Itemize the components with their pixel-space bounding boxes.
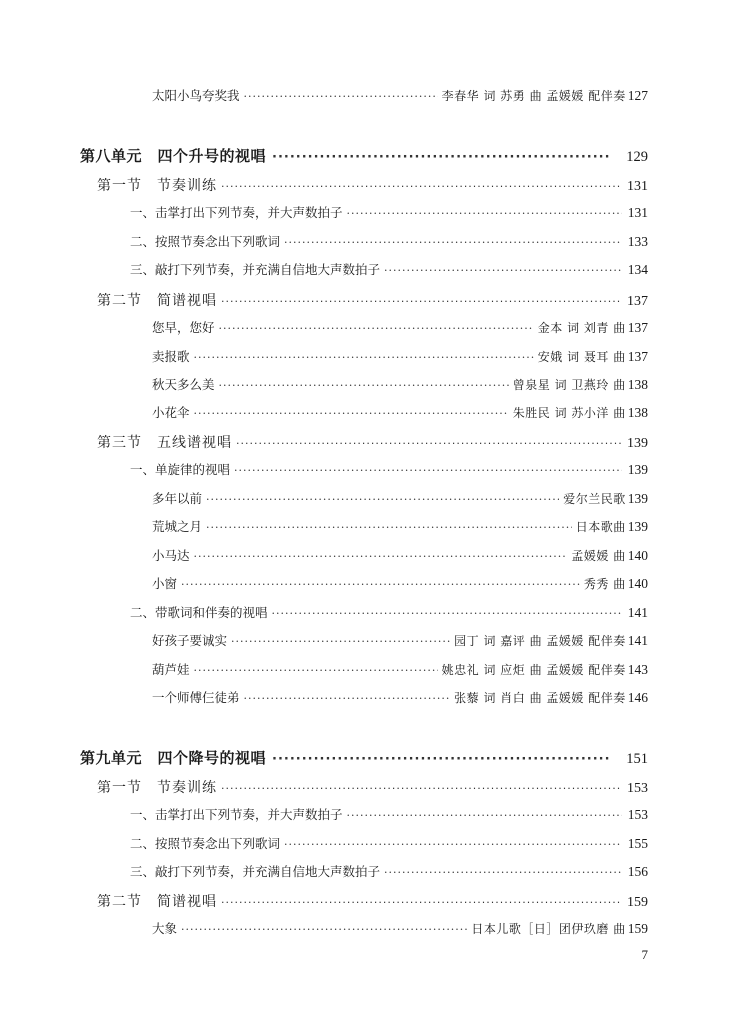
toc-entry-sub — [130, 805, 648, 823]
toc-entry-title: 第一节 节奏训练 — [97, 178, 217, 194]
toc-entry-title: 太阳小鸟夸奖我 — [152, 88, 240, 103]
toc-entry-page: 131 — [627, 205, 648, 220]
dot-leader — [219, 379, 509, 392]
toc-entry-song — [152, 318, 648, 336]
toc-entry-song — [152, 489, 648, 507]
toc-entry-credit: 孟媛媛 曲 — [571, 549, 626, 563]
toc-entry-page: 137 — [627, 294, 648, 309]
toc-entry-unit — [80, 145, 648, 166]
dot-leader — [272, 607, 622, 620]
toc-entry-title: 荒城之月 — [152, 519, 203, 534]
toc-entry-title: 一、击掌打出下列节奏，并大声数拍子 — [130, 205, 343, 220]
toc-entry-title: 第三节 五线谱视唱 — [97, 435, 232, 451]
toc-entry-title: 葫芦娃 — [152, 662, 190, 677]
toc-entry-page: 140 — [627, 548, 648, 563]
toc-entry-title: 一、击掌打出下列节奏，并大声数拍子 — [130, 807, 343, 822]
toc-entry-page: 159 — [627, 921, 648, 936]
toc-entry-page: 133 — [627, 234, 648, 249]
dot-leader — [284, 838, 622, 851]
toc-entry-song — [152, 517, 648, 535]
toc-entry-song — [152, 546, 648, 564]
dot-leader — [219, 322, 534, 335]
toc-entry-page: 139 — [627, 462, 648, 477]
toc-entry-page: 141 — [627, 633, 648, 648]
dot-leader — [221, 295, 621, 308]
toc-entry-credit: 日本歌曲 — [575, 520, 626, 534]
dot-leader — [284, 236, 622, 249]
toc-entry-title: 大象 — [152, 921, 178, 936]
dot-leader — [244, 692, 451, 705]
toc-entry-section — [97, 777, 648, 797]
toc-entry-sub — [130, 834, 648, 852]
toc-entry-page: 137 — [627, 320, 648, 335]
toc-entry-credit: 张藜 词 肖白 曲 孟媛媛 配伴奏 — [454, 691, 626, 705]
toc-entry-section — [97, 290, 648, 310]
toc-entry-title: 第一节 节奏训练 — [97, 780, 217, 796]
toc-entry-title: 秋天多么美 — [152, 377, 215, 392]
dot-leader — [244, 90, 438, 103]
toc-entry-credit: 爱尔兰民歌 — [563, 492, 626, 506]
toc-entry-page: 138 — [627, 377, 648, 392]
toc-entry-page: 137 — [627, 349, 648, 364]
toc-entry-section — [97, 432, 648, 452]
toc-entry-page: 143 — [627, 662, 648, 677]
dot-leader — [221, 180, 621, 193]
toc-entry-title: 小花伞 — [152, 405, 190, 420]
toc-entry-title: 卖报歌 — [152, 349, 190, 364]
dot-leader — [194, 550, 568, 563]
toc-entry-song — [152, 660, 648, 678]
toc-entry-title: 一、单旋律的视唱 — [130, 462, 231, 477]
toc-entry-song — [152, 403, 648, 421]
dot-leader — [231, 635, 450, 648]
toc-entry-page: 139 — [627, 519, 648, 534]
toc-entry-page: 156 — [627, 864, 648, 879]
toc-entry-song — [152, 631, 648, 649]
toc-entry-sub — [130, 862, 648, 880]
dot-leader — [194, 351, 534, 364]
dot-leader — [347, 809, 622, 822]
dot-leader — [206, 521, 572, 534]
toc-entry-page: 127 — [627, 88, 648, 103]
toc-entry-title: 第八单元 四个升号的视唱 — [80, 147, 267, 165]
dot-leader — [234, 464, 622, 477]
toc-entry-title: 小马达 — [152, 548, 190, 563]
toc-entry-title: 多年以前 — [152, 491, 203, 506]
toc-entry-title: 第二节 简谱视唱 — [97, 894, 217, 910]
toc-entry-sub — [130, 203, 648, 221]
dot-leader — [347, 207, 622, 220]
toc-entry-page: 140 — [627, 576, 648, 591]
toc-entry-page: 153 — [627, 807, 648, 822]
toc-entry-song — [152, 919, 648, 937]
toc-entry-unit — [80, 747, 648, 768]
toc-entry-title: 您早，您好 — [152, 320, 215, 335]
toc-entry-credit: 秀秀 曲 — [583, 577, 626, 591]
toc-entry-page: 138 — [627, 405, 648, 420]
toc-entry-title: 二、带歌词和伴奏的视唱 — [130, 605, 268, 620]
dot-leader — [384, 264, 622, 277]
toc-entry-song — [152, 574, 648, 592]
toc-entry-song — [152, 347, 648, 365]
toc-entry-title: 好孩子要诚实 — [152, 633, 228, 648]
toc-entry-credit: 安娥 词 聂耳 曲 — [537, 350, 626, 364]
dot-leader — [221, 896, 621, 909]
toc-entry-credit: 朱胜民 词 苏小洋 曲 — [512, 406, 626, 420]
dot-leader — [194, 407, 509, 420]
toc-entry-sub — [130, 460, 648, 478]
toc-entry-page: 134 — [627, 262, 648, 277]
toc-entry-sub — [130, 260, 648, 278]
toc-entry-page: 139 — [627, 436, 648, 451]
toc-entry-title: 二、按照节奏念出下列歌词 — [130, 234, 281, 249]
toc-entry-title: 三、敲打下列节奏，并充满自信地大声数拍子 — [130, 262, 381, 277]
dot-leader — [236, 437, 621, 450]
toc-entry-sub — [130, 603, 648, 621]
toc-entry-song — [152, 86, 648, 104]
dot-leader — [272, 150, 610, 165]
dot-leader — [221, 782, 621, 795]
dot-leader — [181, 578, 580, 591]
toc-entry-title: 小窗 — [152, 576, 178, 591]
toc-entry-page: 159 — [627, 895, 648, 910]
toc-entry-credit: 金本 词 刘青 曲 — [537, 321, 626, 335]
toc-entry-page: 131 — [627, 179, 648, 194]
dot-leader — [206, 493, 559, 506]
toc-entry-page: 155 — [627, 836, 648, 851]
dot-leader — [384, 866, 622, 879]
toc-entry-song — [152, 375, 648, 393]
toc-entry-title: 第二节 简谱视唱 — [97, 293, 217, 309]
toc-entry-page: 129 — [626, 149, 648, 165]
toc-entry-page: 146 — [627, 690, 648, 705]
toc-entry-title: 三、敲打下列节奏，并充满自信地大声数拍子 — [130, 864, 381, 879]
toc-entry-credit: 李春华 词 苏勇 曲 孟媛媛 配伴奏 — [441, 89, 626, 103]
page-number: 7 — [641, 947, 648, 962]
toc-entry-credit: 园丁 词 嘉评 曲 孟媛媛 配伴奏 — [454, 634, 626, 648]
toc-entry-section — [97, 891, 648, 911]
toc-entry-credit: 日本儿歌［日］团伊玖磨 曲 — [471, 922, 626, 936]
toc-entry-page: 153 — [627, 781, 648, 796]
toc-entry-page: 139 — [627, 491, 648, 506]
toc-entry-title: 二、按照节奏念出下列歌词 — [130, 836, 281, 851]
dot-leader — [181, 923, 467, 936]
toc-entry-song — [152, 688, 648, 706]
toc-entry-page: 141 — [627, 605, 648, 620]
toc-entry-title: 第九单元 四个降号的视唱 — [80, 749, 267, 767]
toc-entry-section — [97, 175, 648, 195]
toc-entry-credit: 姚忠礼 词 应炬 曲 孟媛媛 配伴奏 — [441, 663, 626, 677]
toc-entry-page: 151 — [626, 751, 648, 767]
toc-entry-title: 一个师傅仨徒弟 — [152, 690, 240, 705]
toc-entry-credit: 曾泉星 词 卫燕玲 曲 — [512, 378, 626, 392]
toc-entry-sub — [130, 232, 648, 250]
dot-leader — [194, 664, 438, 677]
dot-leader — [272, 752, 610, 767]
